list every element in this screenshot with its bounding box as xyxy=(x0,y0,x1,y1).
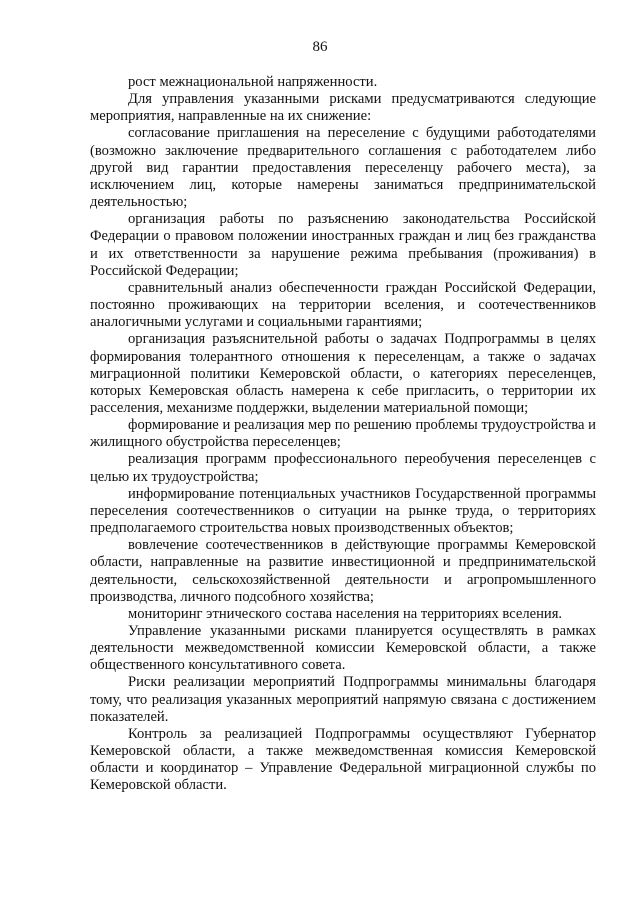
page-number: 86 xyxy=(312,39,328,55)
paragraph: согласование приглашения на переселение с будущими работодателями (возможно заключение предварительного соглашения с работодателем либо другой вид гарантии предоставления переселенцу рабочего места), за исключением лиц, которые намерены заниматься предпринимательской деятельностью; xyxy=(90,125,596,211)
paragraph: Для управления указанными рисками предусматриваются следующие мероприятия, направленные на их снижение: xyxy=(90,91,596,125)
paragraph: информирование потенциальных участников Государственной программы переселения соотечественников о ситуации на рынке труда, о территориях предполагаемого строительства новых производственных объектов; xyxy=(90,485,596,537)
paragraph: Управление указанными рисками планируется осуществлять в рамках деятельности межведомственной комиссии Кемеровской области, а также общественного консультативного совета. xyxy=(90,623,596,674)
paragraph: организация работы по разъяснению законодательства Российской Федерации о правовом положении иностранных граждан и лиц без гражданства и их ответственности за нарушение режима пребывания (проживания) в Российской Федерации; xyxy=(90,211,596,279)
paragraph: формирование и реализация мер по решению проблемы трудоустройства и жилищного обустройства переселенцев; xyxy=(90,417,596,451)
body-text xyxy=(90,74,596,795)
paragraph: реализация программ профессионального переобучения переселенцев с целью их трудоустройства; xyxy=(90,451,596,485)
paragraph: сравнительный анализ обеспеченности граждан Российской Федерации, постоянно проживающих на территории вселения, и соотечественников аналогичными услугами и социальными гарантиями; xyxy=(90,279,596,331)
paragraph: рост межнациональной напряженности. xyxy=(128,74,378,90)
paragraph: организация разъяснительной работы о задачах Подпрограммы в целях формирования толерантного отношения к переселенцам, а также о задачах миграционной политики Кемеровской области, о категориях переселенцев, которых Кемеровская область намерена к себе пригласить, о территории их расселения, механизме поддержки, выделении материальной помощи; xyxy=(90,331,596,416)
paragraph: Контроль за реализацией Подпрограммы осуществляют Губернатор Кемеровской области, а также межведомственная комиссия Кемеровской области и координатор – Управление Федеральной миграционной службы по Кемеровской области. xyxy=(90,725,596,794)
paragraph: мониторинг этнического состава населения на территориях вселения. xyxy=(128,605,563,622)
paragraph: Риски реализации мероприятий Подпрограммы минимальны благодаря тому, что реализация указанных мероприятий напрямую связана с достижением показателей. xyxy=(90,674,596,725)
paragraph: вовлечение соотечественников в действующие программы Кемеровской области, направленные на развитие инвестиционной и предпринимательской деятельности, сельскохозяйственной деятельности и агропромышленного производства, личного подсобного хозяйства; xyxy=(90,537,596,605)
